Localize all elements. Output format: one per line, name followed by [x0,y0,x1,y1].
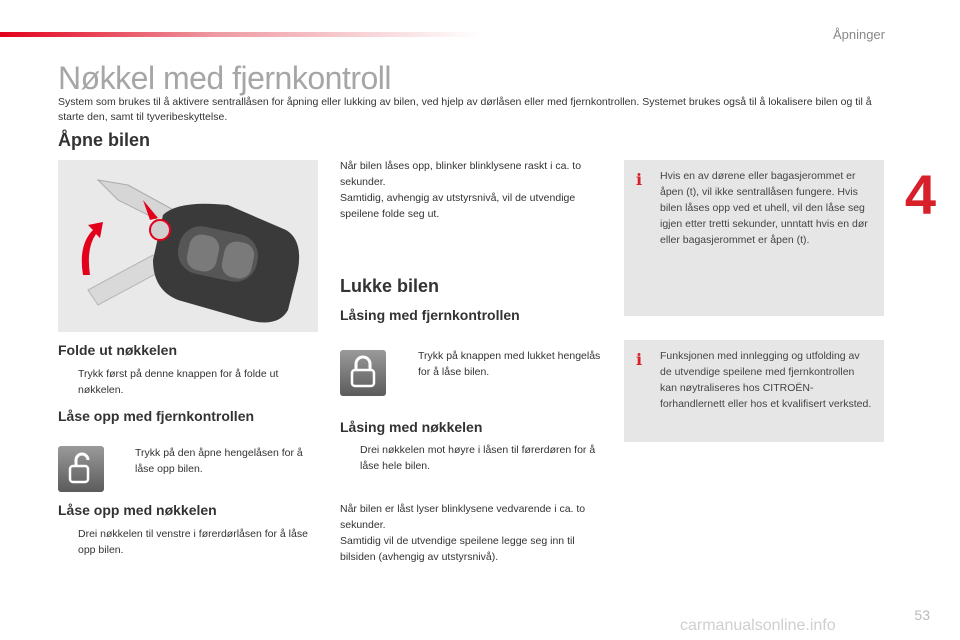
info-box-mirrors [624,340,884,442]
lock-note: Når bilen er låst lyser blinklysene vedvarende i ca. to sekunder. Samtidig vil de utvendige speilene legge seg inn til bilsiden (avhengig av utstyrsnivå). [340,503,586,563]
info-icon: i [636,350,643,369]
info-text: Hvis en av dørene eller bagasjerommet er åpen (t), vil ikke sentrallåsen fungere. Hvis bilen låses opp ved et uhell, vil den låse seg igjen etter tretti sekunder, unntatt hvis en dør eller bagasjerommet er åpen (t). [660,170,868,246]
key-fob-image [58,160,318,332]
heading-unlock-remote: Låse opp med fjernkontrollen [58,408,255,424]
bullet-text: Trykk på knappen med lukket hengelås for å låse bilen. [418,350,601,378]
heading-open-car: Åpne bilen [58,130,151,150]
bullet-unfold-key [58,366,318,398]
heading-lock-car: Lukke bilen [340,276,440,296]
page-number: 53 [914,607,930,623]
bullet-text: Trykk først på denne knappen for å folde ut nøkkelen. [78,368,279,396]
info-box-doors [624,160,884,316]
heading-lock-remote: Låsing med fjernkontrollen [340,307,520,323]
open-padlock-icon [58,446,104,492]
heading-unfold-key: Folde ut nøkkelen [58,342,178,358]
heading-lock-key: Låsing med nøkkelen [340,419,483,435]
intro-text: System som brukes til å aktivere sentrallåsen for åpning eller lukking av bilen, ved hjelp av dørlåsen eller med fjernkontrollen. Systemet brukes også til å lokalisere bilen og til å starte den, samt til tyveribeskyttelse. [58,96,872,123]
unlock-button-image [58,446,104,492]
section-title: Åpninger [832,27,885,42]
bullet-lock-remote [398,348,613,380]
lock-button-image [340,350,386,396]
unlock-note: Når bilen låses opp, blinker blinklysene raskt i ca. to sekunder. Samtidig, avhengig av utstyrsnivå, vil de utvendige speilene folde seg ut. [340,160,582,220]
info-icon: i [636,170,643,189]
info-text: Funksjonen med innlegging og utfolding av de utvendige speilene med fjernkontrollen kan nøytraliseres hos CITROËN-forhandlernett eller hos et kvalifisert verksted. [660,350,872,410]
chapter-number: 4 [904,163,936,226]
bullet-unlock-remote [115,445,315,477]
bullet-unlock-key [58,526,318,558]
key-illustration [58,160,318,332]
bullet-text: Drei nøkkelen til venstre i førerdørlåsen for å låse opp bilen. [78,528,308,556]
closed-padlock-icon [340,350,386,396]
watermark: carmanualsonline.info [680,617,836,634]
header-accent-bar [0,32,480,37]
heading-unlock-key: Låse opp med nøkkelen [58,502,217,518]
bullet-text: Drei nøkkelen mot høyre i låsen til førerdøren for å låse hele bilen. [360,444,596,472]
bullet-lock-key [340,442,600,474]
page-title: Nøkkel med fjernkontroll [58,60,391,96]
bullet-text: Trykk på den åpne hengelåsen for å låse opp bilen. [135,447,303,475]
